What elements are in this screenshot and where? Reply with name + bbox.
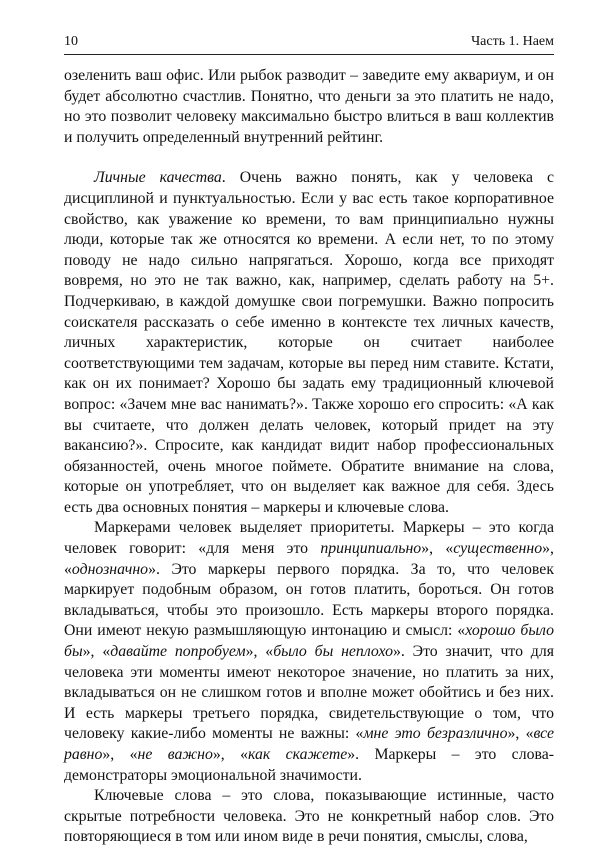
marker-phrase: существенно: [453, 540, 543, 558]
marker-phrase: давайте попробуем: [110, 643, 246, 661]
paragraph-4: Ключевые слова – это слова, показывающие истинные, часто скрытые потребности человека. Это не конкретный набор слов. Это повторяющиеся в том или ином виде в речи понятия, смыслы, слова,: [64, 787, 554, 846]
text-run: », «: [64, 540, 554, 578]
section-term: Личные качества: [94, 169, 222, 187]
text-run: », «: [507, 725, 534, 743]
marker-phrase: мне это безразлично: [363, 725, 508, 743]
marker-phrase: не важно: [137, 746, 213, 763]
marker-phrase: хорошо было бы: [64, 622, 554, 661]
marker-phrase: принципиально: [320, 540, 422, 558]
marker-phrase: однозначно: [71, 560, 149, 578]
running-title: Часть 1. Наем: [471, 34, 554, 49]
text-run: », «: [212, 746, 248, 763]
text-run: », «: [82, 643, 111, 661]
text-run: Маркерами человек выделяет приоритеты. Маркеры – это когда человек говорит: «для меня это: [64, 519, 554, 558]
text-run: ». Это маркеры первого порядка. За то, что человек маркирует подобным образом, он готов платить, бороться. Он готов вкладываться, чтобы это произошло. Есть маркеры второго порядка. Они имеют некую размышляющую интонацию и смысл: «: [64, 560, 554, 640]
marker-phrase: как скажете: [247, 746, 348, 763]
page-number: 10: [64, 34, 78, 49]
paragraph-1: озеленить ваш офис. Или рыбок разводит – заведите ему аквариум, и он будет абсолютно счастлив. Понятно, что деньги за это платить не надо, но это позволит человеку максимально быстро влиться в ваш коллектив и получить определенный внутренний рейтинг.: [64, 67, 554, 146]
paragraph-2: [64, 168, 554, 518]
text-run: », «: [421, 540, 454, 558]
text-run: », «: [245, 643, 274, 661]
text-run: ». Маркеры – это слова-демонстраторы эмоциональной значимости.: [64, 746, 554, 784]
marker-phrase: все равно: [64, 725, 554, 763]
page-header: [64, 34, 554, 54]
text-run: », «: [102, 746, 138, 763]
paragraph-2-text: . Очень важно понять, как у человека с дисциплиной и пунктуальностью. Если у вас есть такое корпоративное свойство, как уважение ко времени, то вам принципиально нужны люди, которые так же относятся ко времени. А если нет, то по этому поводу не надо сильно напрягаться. Хорошо, когда все приходят вовремя, но это не так важно, как, например, сделать работу на 5+. Подчеркиваю, в каждой домушке свои погремушки. Важно попросить соискателя рассказать о себе именно в контексте тех личных качеств, личных характеристик, которые он считает наиболее соответствующими тем задачам, которые вы перед ним ставите. Кстати, как он их понимает? Хорошо бы задать ему традиционный ключевой вопрос: «Зачем мне вас нанимать?». Также хорошо его спросить: «А как вы считаете, что должен делать человек, который придет на эту вакансию?». Спросите, как кандидат видит набор профессиональных обязанностей, очень многое поймете. Обратите внимание на слова, которые он употребляет, что он выделяет как важное для себя. Здесь есть два основных понятия – маркеры и ключевые слова.: [64, 169, 554, 516]
page-body: [64, 66, 554, 848]
header-rule: [64, 54, 554, 55]
paragraph-3: [64, 518, 554, 786]
marker-phrase: было бы неплохо: [273, 643, 394, 661]
text-run: ». Это значит, что для человека эти моменты имеют некоторое значение, но платить за них, вкладываться он не слишком готов и вполне может обойтись и без них. И есть маркеры третьего порядка, свидетельствующие о том, что человеку какие-либо моменты не важны: «: [64, 643, 554, 743]
